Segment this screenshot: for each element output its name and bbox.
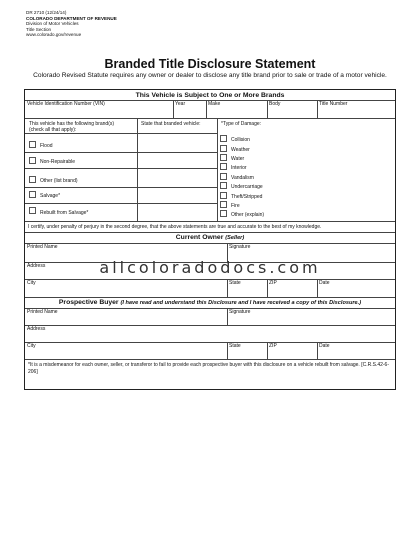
theft-stripped-label: Theft/Stripped (231, 194, 263, 200)
section-name: Title Section (26, 26, 52, 32)
divider (267, 342, 268, 359)
divider (25, 243, 395, 244)
divider (217, 118, 218, 221)
make-label: Make (208, 101, 221, 107)
other-damage-checkbox[interactable] (220, 210, 227, 217)
buyer-zip-label: ZIP (269, 343, 277, 349)
intro-text: Colorado Revised Statute requires any owner or dealer to disclose any title brand prior to sale or trade of a motor vehicle. (33, 72, 387, 79)
certification-statement: I certify, under penalty of perjury in the second degree, that the above statements are true and accurate to the best of my knowledge. (28, 224, 322, 230)
divider (267, 279, 268, 297)
buyer-printed-name-label: Printed Name (27, 309, 58, 315)
other-damage-label: Other (explain) (231, 212, 265, 218)
weather-label: Weather (231, 147, 250, 153)
divider (25, 308, 395, 309)
page-title: Branded Title Disclosure Statement (104, 57, 316, 71)
form-header (26, 10, 117, 38)
fire-label: Fire (231, 203, 240, 209)
divider (227, 308, 228, 325)
buyer-date-label: Date (319, 343, 330, 349)
divider (25, 325, 395, 326)
website: www.colorado.gov/revenue (26, 32, 82, 38)
body-label: Body (269, 101, 281, 107)
current-owner-heading: Current Owner (Seller) (175, 234, 245, 241)
divider (206, 100, 207, 118)
division-name: Division of Motor Vehicles (26, 21, 79, 27)
prospective-buyer-heading: Prospective Buyer (I have read and understand this Disclosure and I have received a copy of this Disclosure.) (58, 299, 362, 306)
brands-heading: This vehicle has the following brand(s) (check all that apply): (29, 121, 115, 133)
divider (25, 297, 395, 298)
rebuilt-label: Rebuilt from Salvage* (40, 210, 89, 216)
undercarriage-checkbox[interactable] (220, 182, 227, 189)
divider (25, 168, 217, 169)
interior-label: Interior (231, 165, 247, 171)
other-brand-checkbox[interactable] (29, 176, 36, 183)
owner-zip-label: ZIP (269, 280, 277, 286)
divider (317, 342, 318, 359)
divider (267, 100, 268, 118)
salvage-label: Salvage* (40, 193, 61, 199)
theft-stripped-checkbox[interactable] (220, 192, 227, 199)
fire-checkbox[interactable] (220, 201, 227, 208)
undercarriage-label: Undercarriage (231, 184, 263, 190)
state-branded-label: State that branded vehicle: (141, 121, 201, 127)
divider (25, 232, 395, 233)
rebuilt-checkbox[interactable] (29, 207, 36, 214)
department-name: COLORADO DEPARTMENT OF REVENUE (26, 15, 117, 21)
divider (25, 133, 217, 134)
title-number-label: Title Number (319, 101, 348, 107)
divider (317, 279, 318, 297)
flood-label: Flood (40, 143, 53, 149)
divider (317, 100, 318, 118)
vin-label: Vehicle Identification Number (VIN) (27, 101, 105, 107)
water-label: Water (231, 156, 245, 162)
form-number: DR 2710 (12/24/14) (26, 10, 67, 15)
footnote: *It is a misdemeanor for each owner, seller, or transferor to fail to provide each prospective buyer with this disclosure on a vehicle rebuilt from salvage. [C.R.S.42-6-206] (28, 362, 390, 375)
collision-label: Collision (231, 137, 250, 143)
divider (227, 342, 228, 359)
owner-address-label: Address (27, 263, 46, 269)
other-brand-label: Other (list brand) (40, 178, 78, 184)
buyer-state-label: State (229, 343, 241, 349)
buyer-signature-label: Signature (229, 309, 251, 315)
divider (25, 203, 217, 204)
divider (173, 100, 174, 118)
divider (25, 359, 395, 360)
watermark: allcoloradodocs.com (99, 258, 321, 277)
divider (25, 221, 395, 222)
water-checkbox[interactable] (220, 154, 227, 161)
flood-checkbox[interactable] (29, 141, 36, 148)
collision-checkbox[interactable] (220, 135, 227, 142)
divider (227, 279, 228, 297)
divider (25, 187, 217, 188)
owner-city-label: City (27, 280, 36, 286)
salvage-checkbox[interactable] (29, 191, 36, 198)
disclosure-form (24, 89, 396, 390)
owner-date-label: Date (319, 280, 330, 286)
divider (25, 342, 395, 343)
owner-printed-name-label: Printed Name (27, 244, 58, 250)
owner-signature-label: Signature (229, 244, 251, 250)
vandalism-label: Vandalism (231, 175, 254, 181)
interior-checkbox[interactable] (220, 163, 227, 170)
divider (25, 152, 217, 153)
divider (25, 279, 395, 280)
non-repairable-checkbox[interactable] (29, 157, 36, 164)
vandalism-checkbox[interactable] (220, 173, 227, 180)
buyer-city-label: City (27, 343, 36, 349)
weather-checkbox[interactable] (220, 145, 227, 152)
vehicle-section-heading: This Vehicle is Subject to One or More Brands (135, 92, 285, 99)
divider (25, 118, 395, 119)
owner-state-label: State (229, 280, 241, 286)
year-label: Year (175, 101, 186, 107)
damage-heading: *Type of Damage: (221, 121, 262, 127)
buyer-address-label: Address (27, 326, 46, 332)
non-repairable-label: Non-Repairable (40, 159, 76, 165)
